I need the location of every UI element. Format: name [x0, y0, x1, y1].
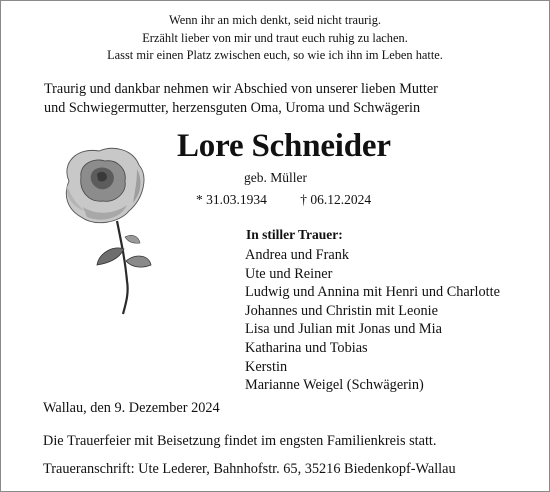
poem-line: Erzählt lieber von mir und traut euch ruhig zu lachen.: [142, 30, 408, 45]
mourners-list: [245, 246, 500, 395]
poem-line: Wenn ihr an mich denkt, seid nicht traurig.: [169, 13, 381, 27]
place-and-date: Wallau, den 9. Dezember 2024: [43, 400, 220, 416]
funeral-note: Die Trauerfeier mit Beisetzung findet im engsten Familienkreis statt.: [43, 433, 437, 449]
mourner-entry: Ute und Reiner: [245, 265, 333, 282]
mourners-heading: In stiller Trauer:: [246, 227, 343, 242]
poem: [1, 12, 549, 65]
death-date: † 06.12.2024: [300, 192, 372, 207]
mourner-entry: Katharina und Tobias: [245, 339, 368, 356]
intro-line: Traurig und dankbar nehmen wir Abschied von unserer lieben Mutter: [44, 81, 438, 97]
birth-date: * 31.03.1934: [196, 192, 267, 207]
maiden-name: geb. Müller: [244, 170, 307, 185]
life-dates: [196, 192, 371, 208]
intro-line: und Schwiegermutter, herzensguten Oma, Uroma und Schwägerin: [44, 99, 421, 116]
mourner-entry: Marianne Weigel (Schwägerin): [245, 377, 424, 394]
mourner-entry: Kerstin: [245, 358, 288, 375]
intro-text: [44, 80, 438, 117]
deceased-name: Lore Schneider: [177, 128, 391, 164]
condolence-address: Traueranschrift: Ute Lederer, Bahnhofstr. 65, 35216 Biedenkopf-Wallau: [43, 461, 456, 477]
mourner-entry: Andrea und Frank: [245, 247, 350, 263]
mourner-entry: Johannes und Christin mit Leonie: [245, 302, 438, 319]
mourner-entry: Lisa und Julian mit Jonas und Mia: [245, 321, 442, 338]
poem-line: Lasst mir einen Platz zwischen euch, so wie ich ihn im Leben hatte.: [107, 48, 443, 62]
rose-watercolor-icon: [51, 141, 171, 316]
mourner-entry: Ludwig und Annina mit Henri und Charlotte: [245, 284, 500, 301]
